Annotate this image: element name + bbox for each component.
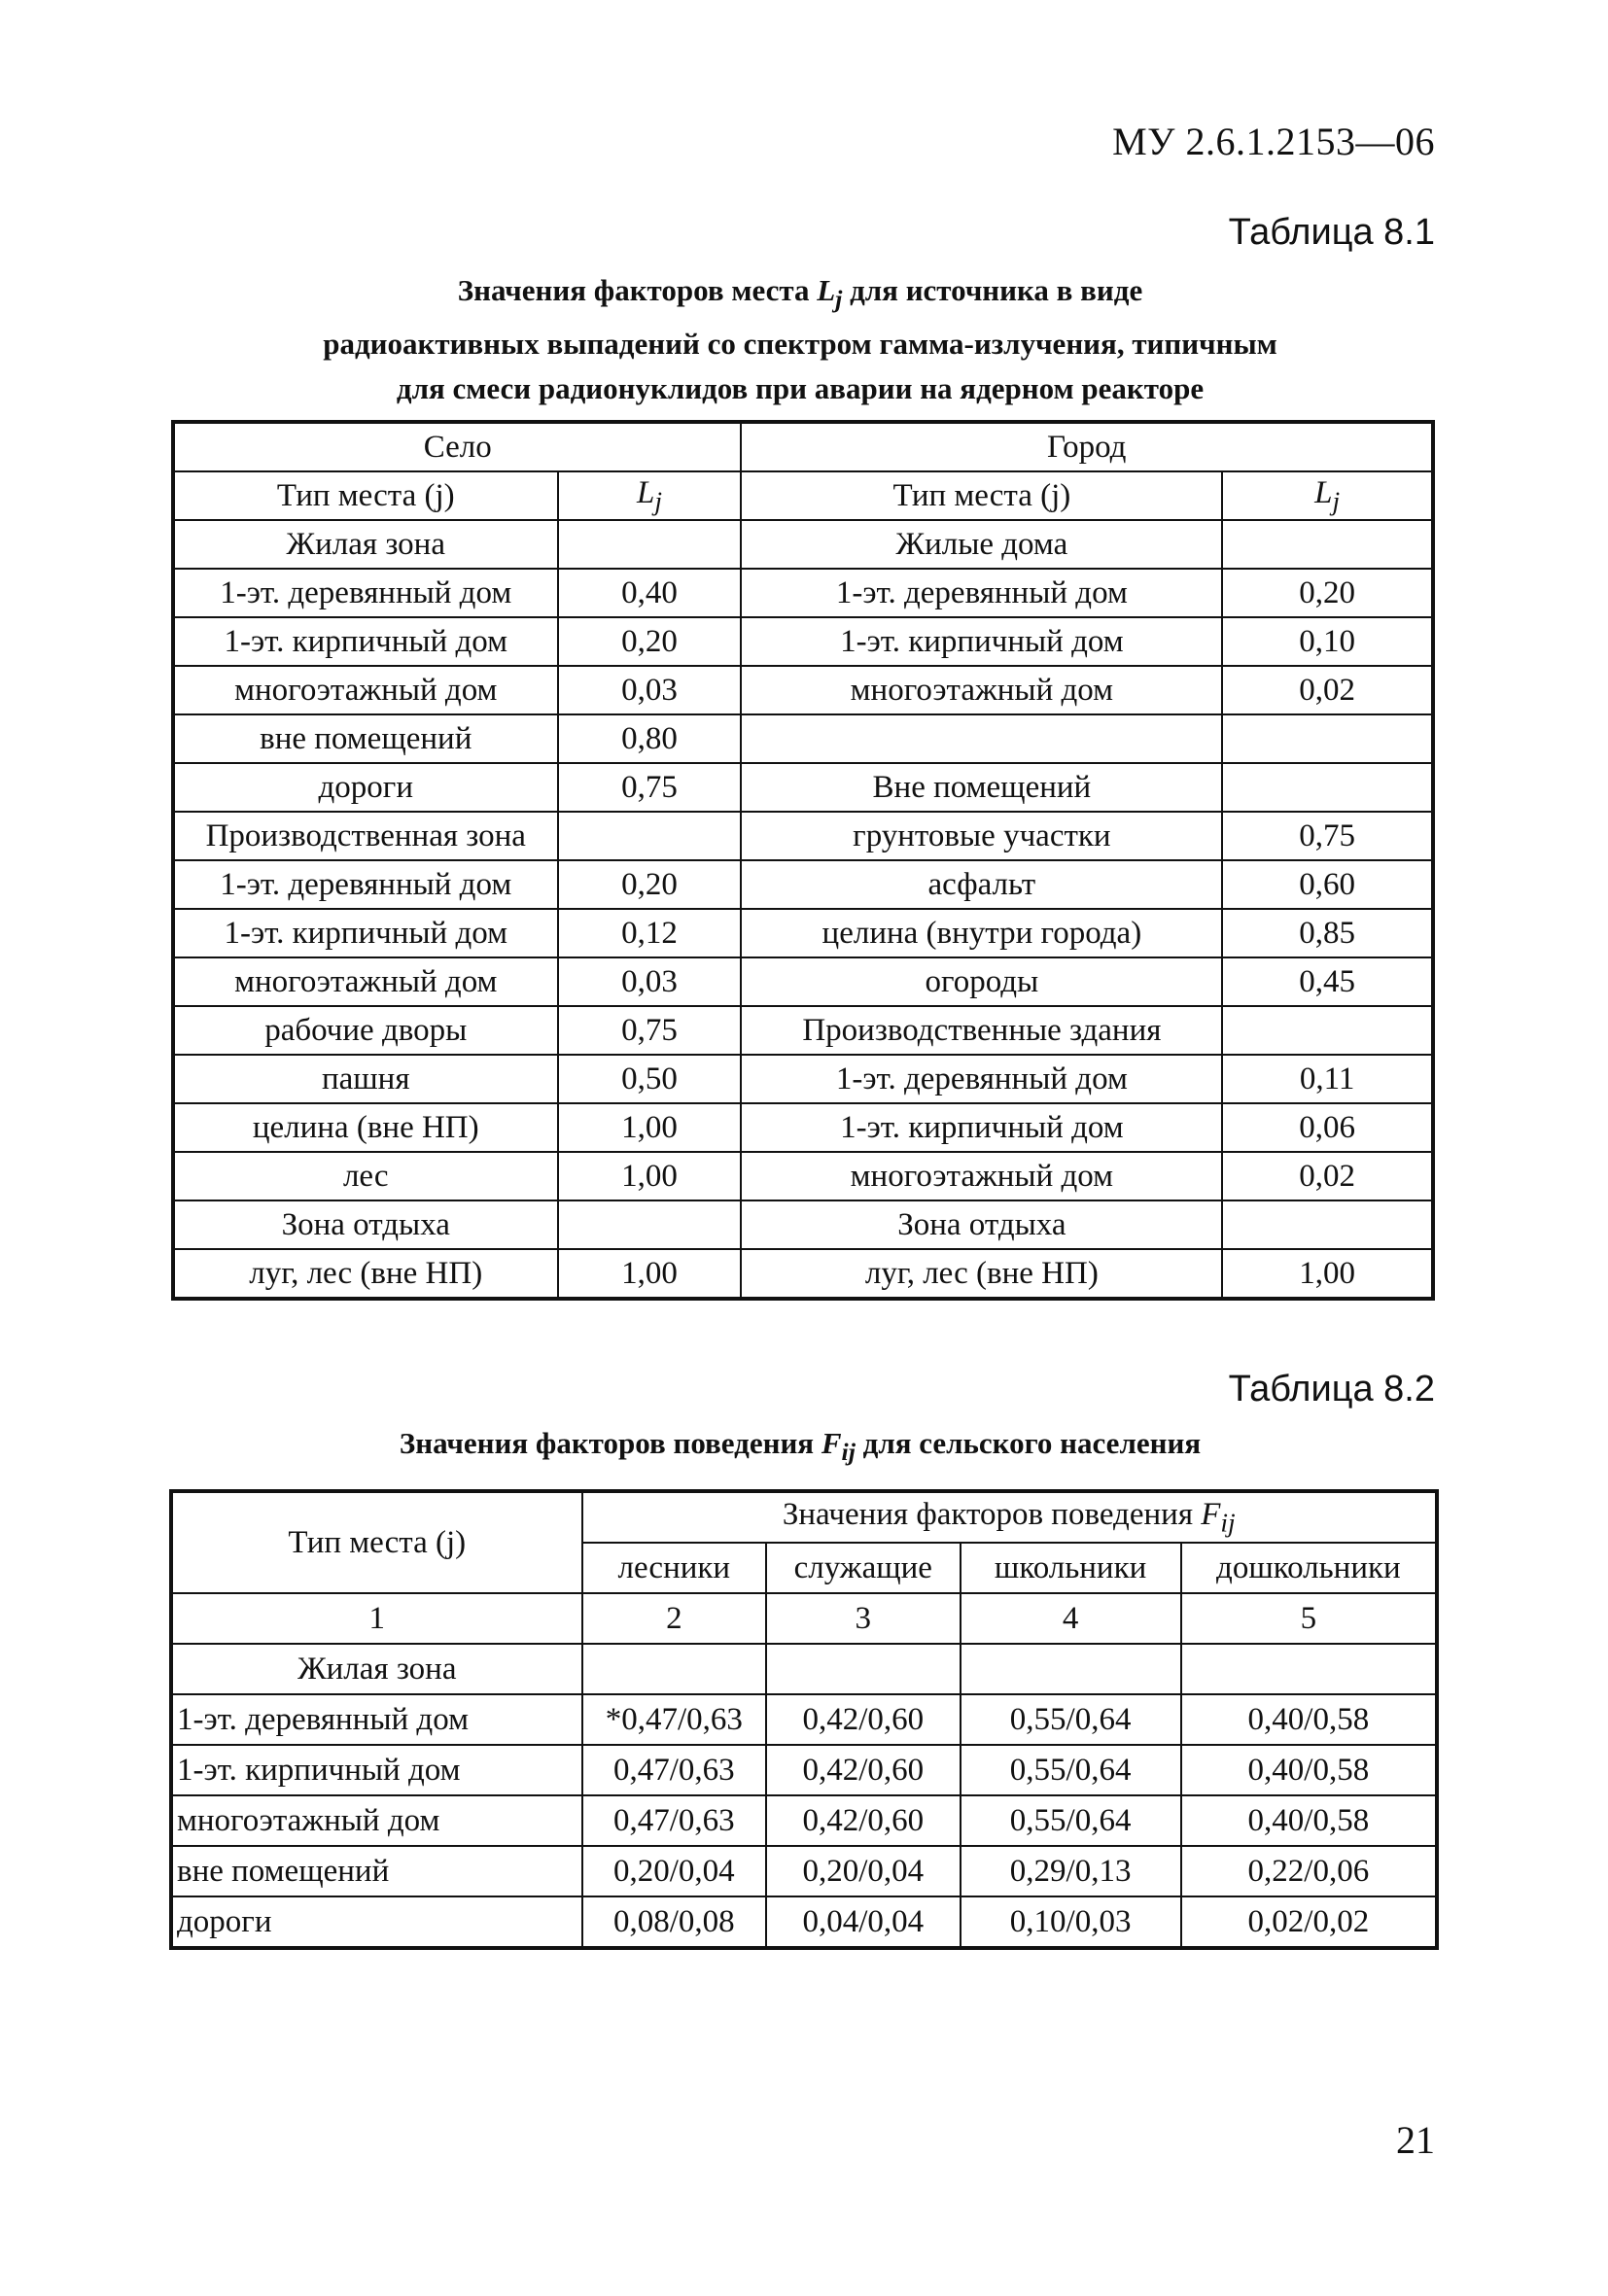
place-type-cell: вне помещений (173, 714, 558, 763)
place-type-cell: 1-эт. деревянный дом (741, 1055, 1222, 1103)
lj-value-cell (558, 520, 742, 569)
table-row (173, 909, 1433, 957)
column-number: 3 (766, 1593, 960, 1644)
place-type-cell: целина (вне НП) (173, 1103, 558, 1152)
table-row (173, 1103, 1433, 1152)
page-number: 21 (1396, 2118, 1435, 2162)
behavior-value-cell (766, 1644, 960, 1694)
column-number: 1 (171, 1593, 582, 1644)
behavior-value-cell: 0,55/0,64 (961, 1694, 1181, 1745)
header-place-type: Тип места (j) (173, 471, 558, 520)
header-behavior-factors: Значения факторов поведения $F_{ij}$ (582, 1491, 1437, 1543)
lj-value-cell: 1,00 (558, 1152, 742, 1200)
table-row (173, 1152, 1433, 1200)
place-type-cell: многоэтажный дом (171, 1795, 582, 1846)
place-type-cell: 1-эт. кирпичный дом (173, 909, 558, 957)
behavior-value-cell: 0,42/0,60 (766, 1745, 960, 1795)
place-type-cell: 1-эт. кирпичный дом (171, 1745, 582, 1795)
header-place-type: Тип места (j) (171, 1491, 582, 1593)
lj-value-cell (558, 1200, 742, 1249)
table-row (173, 520, 1433, 569)
column-number: 4 (961, 1593, 1181, 1644)
header-category: лесники (582, 1543, 767, 1593)
table-row (173, 1249, 1433, 1299)
table-row (173, 1055, 1433, 1103)
lj-value-cell: 0,02 (1222, 666, 1433, 714)
behavior-value-cell: 0,10/0,03 (961, 1896, 1181, 1948)
table-row (171, 1694, 1437, 1745)
place-type-cell: луг, лес (вне НП) (741, 1249, 1222, 1299)
lj-value-cell: 1,00 (558, 1249, 742, 1299)
lj-value-cell: 0,75 (558, 763, 742, 812)
column-number: 5 (1181, 1593, 1437, 1644)
place-type-cell: дороги (173, 763, 558, 812)
place-type-cell: Вне помещений (741, 763, 1222, 812)
lj-value-cell: 0,10 (1222, 617, 1433, 666)
header-lj: $L_j$ (1222, 471, 1433, 520)
behavior-value-cell: 0,47/0,63 (582, 1745, 767, 1795)
header-category: служащие (766, 1543, 960, 1593)
place-type-cell: целина (внутри города) (741, 909, 1222, 957)
table-row (171, 1896, 1437, 1948)
behavior-value-cell: 0,40/0,58 (1181, 1694, 1437, 1745)
place-type-cell: Жилая зона (173, 520, 558, 569)
table-row (173, 957, 1433, 1006)
behavior-value-cell: *0,47/0,63 (582, 1694, 767, 1745)
behavior-value-cell: 0,20/0,04 (582, 1846, 767, 1896)
place-type-cell: 1-эт. деревянный дом (741, 569, 1222, 617)
header-city: Город (741, 422, 1433, 471)
lj-value-cell: 0,85 (1222, 909, 1433, 957)
lj-value-cell: 0,20 (1222, 569, 1433, 617)
table-8-2-caption: Значения факторов поведения $F_{ij}$ для сельского населения (399, 1426, 1202, 1467)
lj-value-cell: 0,75 (1222, 812, 1433, 860)
place-type-cell: рабочие дворы (173, 1006, 558, 1055)
place-type-cell: 1-эт. кирпичный дом (741, 1103, 1222, 1152)
behavior-value-cell (961, 1644, 1181, 1694)
header-village: Село (173, 422, 741, 471)
lj-value-cell (1222, 763, 1433, 812)
lj-value-cell: 0,75 (558, 1006, 742, 1055)
behavior-value-cell (582, 1644, 767, 1694)
behavior-value-cell: 0,08/0,08 (582, 1896, 767, 1948)
behavior-value-cell: 0,47/0,63 (582, 1795, 767, 1846)
table-row (173, 812, 1433, 860)
behavior-value-cell: 0,04/0,04 (766, 1896, 960, 1948)
table-8-2 (169, 1489, 1439, 1950)
lj-value-cell: 0,20 (558, 617, 742, 666)
table-row (171, 1644, 1437, 1694)
lj-value-cell: 0,06 (1222, 1103, 1433, 1152)
place-type-cell: многоэтажный дом (741, 666, 1222, 714)
header-category: дошкольники (1181, 1543, 1437, 1593)
lj-value-cell: 0,20 (558, 860, 742, 909)
table-row (173, 1006, 1433, 1055)
table-row (173, 617, 1433, 666)
place-type-cell: многоэтажный дом (173, 666, 558, 714)
table-row (173, 1200, 1433, 1249)
place-type-cell: 1-эт. кирпичный дом (741, 617, 1222, 666)
header-place-type: Тип места (j) (741, 471, 1222, 520)
table-8-2-label: Таблица 8.2 (1228, 1369, 1435, 1409)
place-type-cell: асфальт (741, 860, 1222, 909)
place-type-cell: 1-эт. кирпичный дом (173, 617, 558, 666)
lj-value-cell: 1,00 (558, 1103, 742, 1152)
behavior-value-cell (1181, 1644, 1437, 1694)
behavior-value-cell: 0,20/0,04 (766, 1846, 960, 1896)
lj-value-cell (1222, 1200, 1433, 1249)
behavior-value-cell: 0,55/0,64 (961, 1745, 1181, 1795)
header-lj: $L_j$ (558, 471, 742, 520)
place-type-cell: многоэтажный дом (741, 1152, 1222, 1200)
lj-value-cell: 0,11 (1222, 1055, 1433, 1103)
place-type-cell (741, 714, 1222, 763)
table-8-1 (171, 420, 1435, 1301)
table-row (173, 763, 1433, 812)
lj-value-cell: 0,03 (558, 666, 742, 714)
place-type-cell: Зона отдыха (173, 1200, 558, 1249)
table-row (173, 569, 1433, 617)
document-code: МУ 2.6.1.2153—06 (1112, 120, 1435, 163)
behavior-value-cell: 0,55/0,64 (961, 1795, 1181, 1846)
place-type-cell: огороды (741, 957, 1222, 1006)
lj-value-cell (558, 812, 742, 860)
behavior-value-cell: 0,42/0,60 (766, 1795, 960, 1846)
place-type-cell: Зона отдыха (741, 1200, 1222, 1249)
behavior-value-cell: 0,40/0,58 (1181, 1745, 1437, 1795)
place-type-cell: 1-эт. деревянный дом (171, 1694, 582, 1745)
place-type-cell: дороги (171, 1896, 582, 1948)
lj-value-cell: 0,80 (558, 714, 742, 763)
place-type-cell: лес (173, 1152, 558, 1200)
place-type-cell: многоэтажный дом (173, 957, 558, 1006)
lj-value-cell: 0,02 (1222, 1152, 1433, 1200)
header-category: школьники (961, 1543, 1181, 1593)
behavior-value-cell: 0,29/0,13 (961, 1846, 1181, 1896)
table-row (173, 860, 1433, 909)
place-type-cell: пашня (173, 1055, 558, 1103)
lj-value-cell (1222, 520, 1433, 569)
behavior-value-cell: 0,42/0,60 (766, 1694, 960, 1745)
lj-value-cell: 0,50 (558, 1055, 742, 1103)
table-row (171, 1745, 1437, 1795)
place-type-cell: вне помещений (171, 1846, 582, 1896)
lj-value-cell: 1,00 (1222, 1249, 1433, 1299)
table-row (173, 666, 1433, 714)
behavior-value-cell: 0,22/0,06 (1181, 1846, 1437, 1896)
place-type-cell: Жилая зона (171, 1644, 582, 1694)
place-type-cell: Производственные здания (741, 1006, 1222, 1055)
table-row (171, 1846, 1437, 1896)
table-row (171, 1795, 1437, 1846)
lj-value-cell: 0,12 (558, 909, 742, 957)
place-type-cell: грунтовые участки (741, 812, 1222, 860)
place-type-cell: Производственная зона (173, 812, 558, 860)
place-type-cell: луг, лес (вне НП) (173, 1249, 558, 1299)
place-type-cell: 1-эт. деревянный дом (173, 860, 558, 909)
lj-value-cell: 0,40 (558, 569, 742, 617)
lj-value-cell: 0,45 (1222, 957, 1433, 1006)
lj-value-cell (1222, 1006, 1433, 1055)
behavior-value-cell: 0,40/0,58 (1181, 1795, 1437, 1846)
place-type-cell: Жилые дома (741, 520, 1222, 569)
column-number: 2 (582, 1593, 767, 1644)
lj-value-cell: 0,03 (558, 957, 742, 1006)
table-row (173, 714, 1433, 763)
place-type-cell: 1-эт. деревянный дом (173, 569, 558, 617)
behavior-value-cell: 0,02/0,02 (1181, 1896, 1437, 1948)
lj-value-cell: 0,60 (1222, 860, 1433, 909)
table-8-1-caption: Значения факторов места $L_j$ для источника в виде радиоактивных выпадений со спектром гамма-излучения, типичным для смеси радионуклидов при аварии на ядерном реакторе (323, 273, 1277, 406)
table-8-1-label: Таблица 8.1 (1228, 212, 1435, 253)
lj-value-cell (1222, 714, 1433, 763)
